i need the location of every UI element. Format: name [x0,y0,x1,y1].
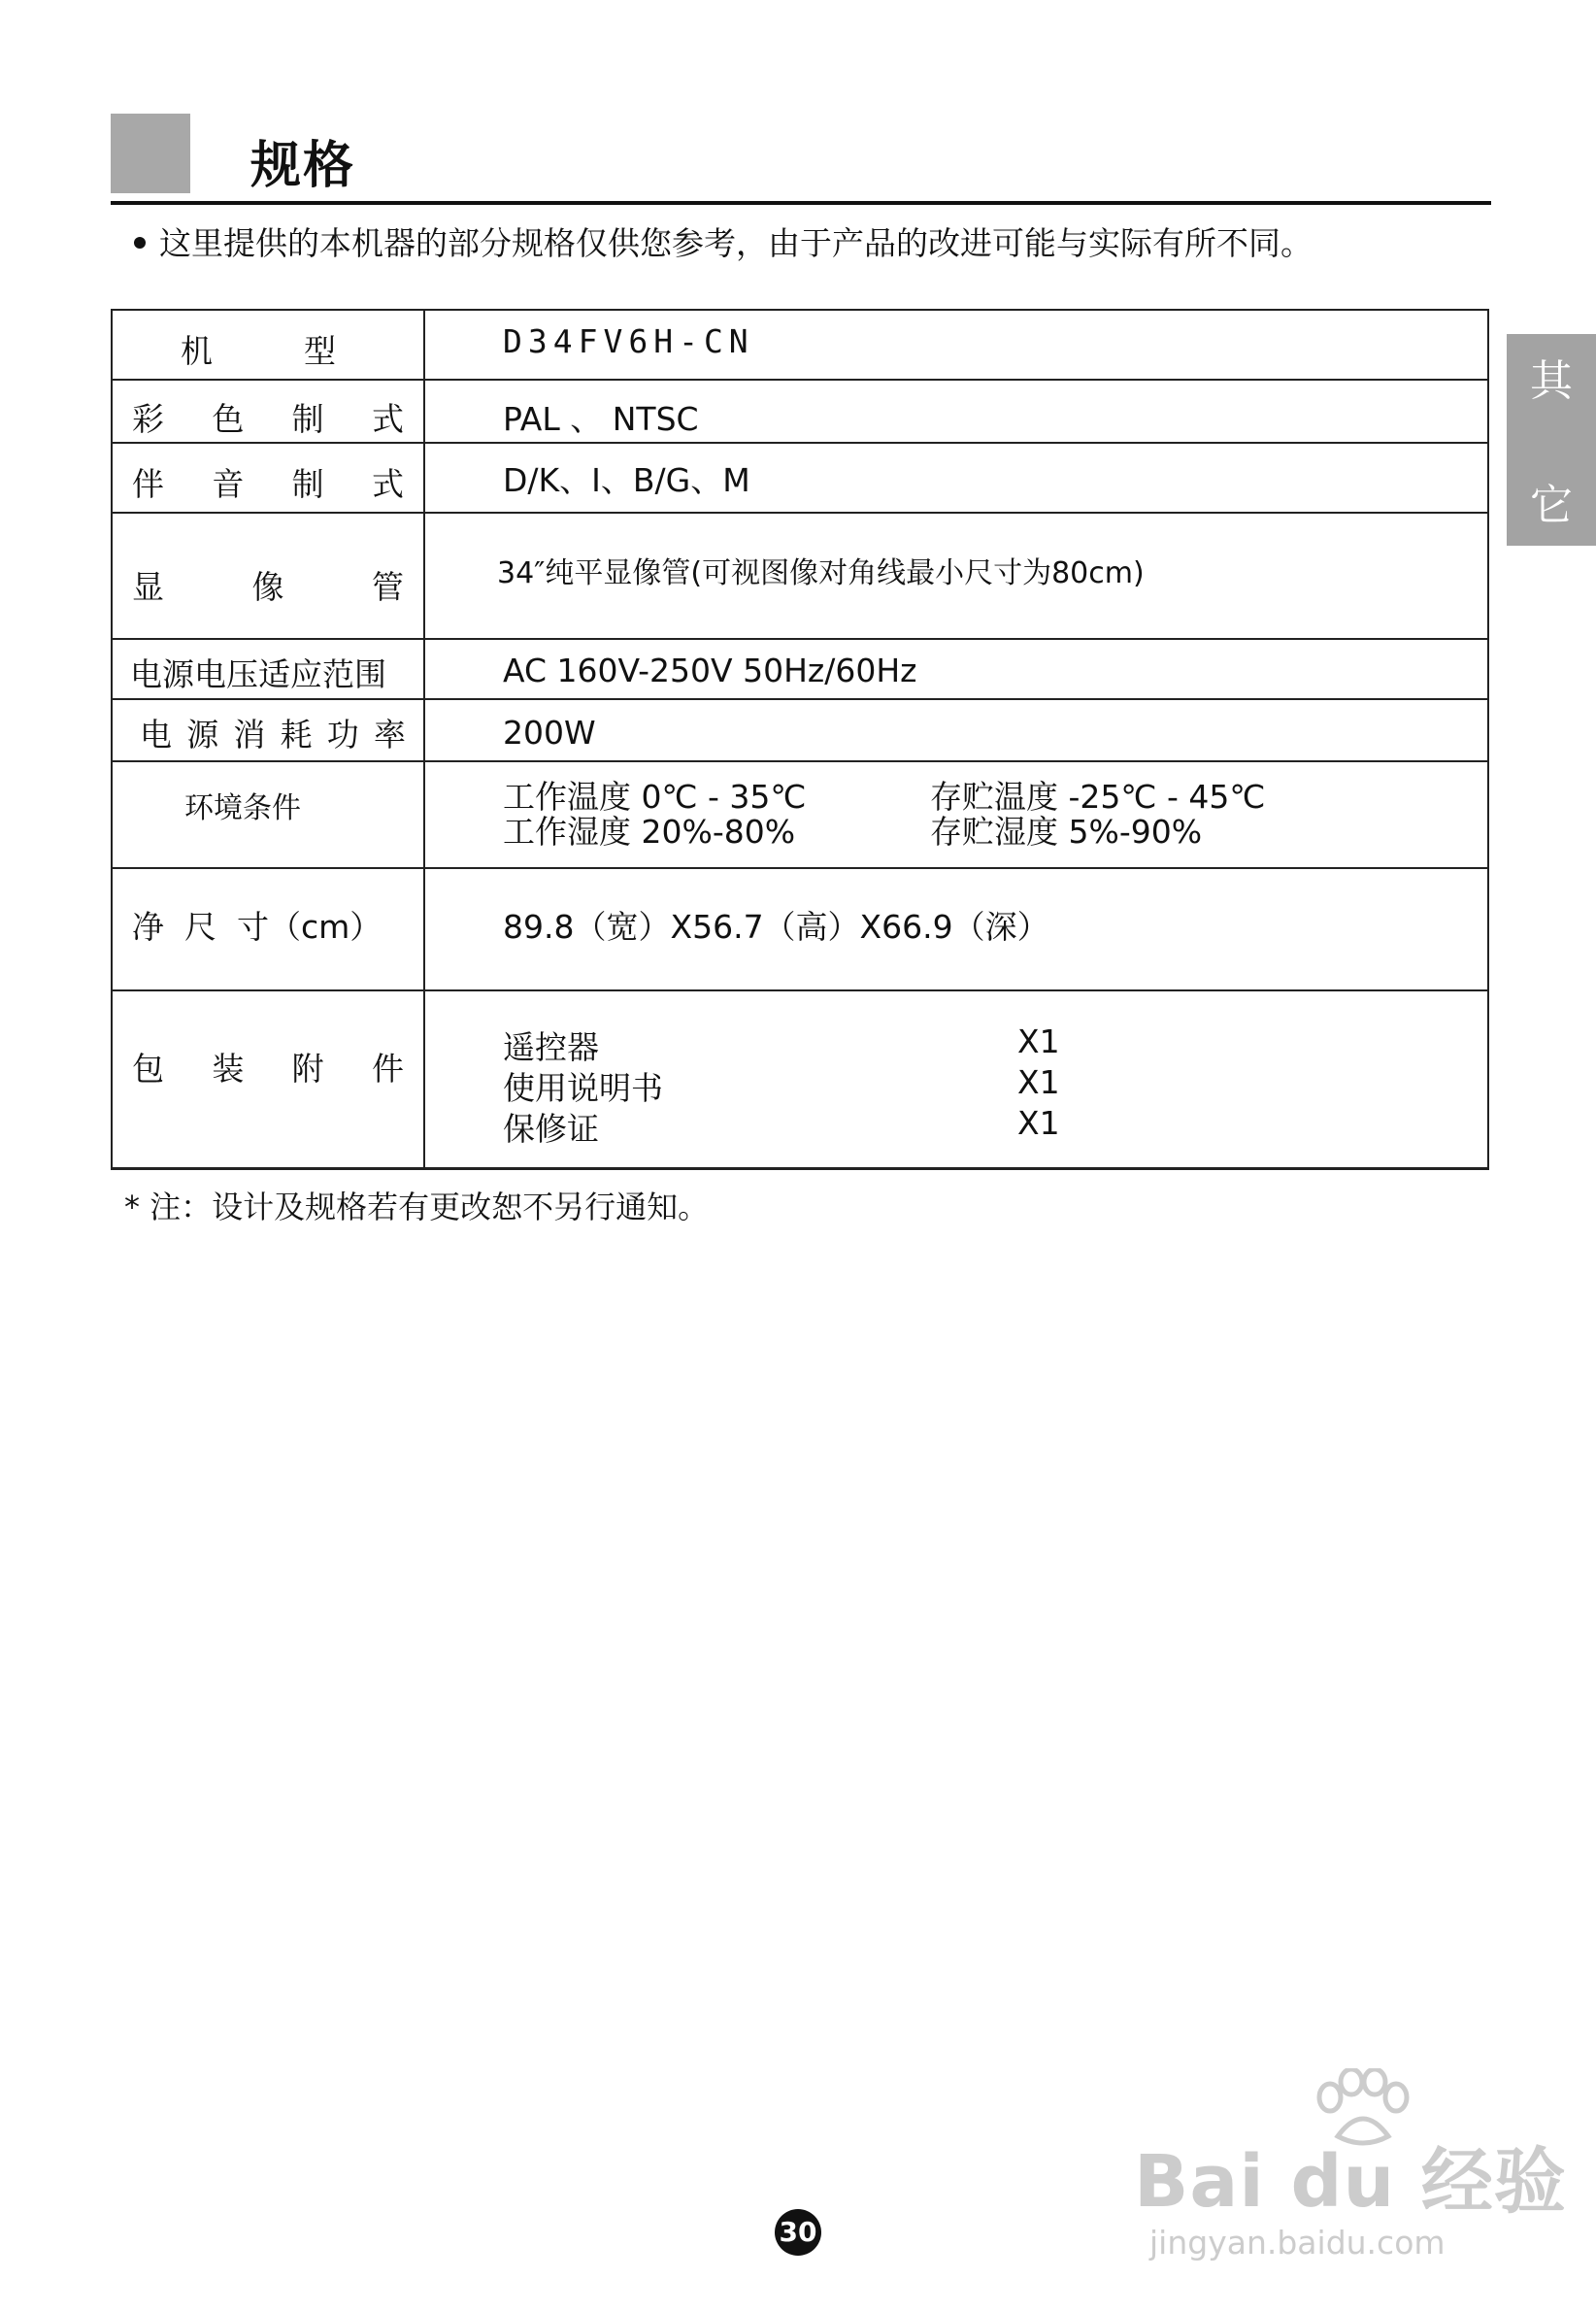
label-char: 制 [291,400,324,438]
accessory-name: 使用说明书 [503,1069,663,1107]
intro-text: 这里提供的本机器的部分规格仅供您参考，由于产品的改进可能与实际有所不同。 [159,224,1313,262]
label-char: 管 [372,568,404,606]
spec-value-model: D34FV6H-CN [503,322,754,360]
label-char: 式 [371,400,404,438]
spec-value-net-size: 89.8（宽）X56.7（高）X66.9（深） [503,908,1049,946]
spec-row-sound-system [112,443,1488,513]
label-char: 型 [304,332,336,370]
spec-label-sound-system [132,459,404,505]
accessory-qty: X1 [1017,1104,1060,1142]
spec-table [111,309,1489,1170]
env-store-temp: 存贮温度 -25℃ - 45℃ [930,778,1266,816]
label-char: 式 [371,465,404,503]
spec-row-color-system [112,380,1488,443]
label-char: 像 [251,568,284,606]
accessory-qty: X1 [1017,1063,1060,1101]
accessory-item [503,1022,1085,1068]
accessory-qty: X1 [1017,1022,1060,1060]
label-char: 音 [212,465,245,503]
header-block [111,114,190,193]
env-line-humidity [503,807,1202,853]
spec-label-accessories [132,1044,404,1089]
spec-label-environment: 环境条件 [184,791,301,825]
label-char: 包 [132,1050,164,1088]
label-char: 附 [291,1050,324,1088]
spec-value-picture-tube: 34″纯平显像管(可视图像对角线最小尺寸为80cm) [497,556,1145,590]
spec-label-power-voltage: 电源电压适应范围 [130,655,386,693]
label-char: 件 [371,1050,404,1088]
label-char: 显 [132,568,164,606]
spec-label-color-system [132,394,404,440]
accessory-item [503,1063,1085,1109]
spec-value-color-system: PAL 、 NTSC [503,400,699,438]
spec-row-power-voltage [112,639,1488,699]
label-char: 消 [233,716,266,754]
label-char: 制 [291,465,324,503]
side-tab-char-1: 其 [1530,356,1573,406]
label-char: 耗 [280,716,313,754]
spec-label-power-consumption [140,710,406,755]
accessory-name: 保修证 [503,1110,599,1148]
watermark-brand: Bai du 经验 [1134,2140,1567,2224]
env-work-temp: 工作温度 0℃ - 35℃ [503,778,807,816]
label-char: 源 [186,716,219,754]
label-char: 率 [373,716,406,754]
spec-row-environment [112,761,1488,868]
spec-row-net-size [112,868,1488,990]
intro-note [134,218,1313,264]
bullet-icon [134,237,146,249]
label-char: 功 [326,716,359,754]
label-char: 色 [212,400,245,438]
label-char: 机 [181,332,213,370]
spec-label-picture-tube [132,562,404,608]
accessory-item [503,1104,1085,1150]
env-work-humidity: 工作湿度 20%-80% [503,813,796,851]
side-tab-char-2: 它 [1530,481,1573,530]
watermark-url: jingyan.baidu.com [1149,2224,1446,2262]
spec-row-power-consumption [112,699,1488,761]
footnote: * 注：设计及规格若有更改恕不另行通知。 [124,1189,710,1225]
section-side-tab [1507,334,1596,546]
spec-value-power-voltage: AC 160V-250V 50Hz/60Hz [503,652,917,689]
label-char: 装 [212,1050,245,1088]
spec-row-picture-tube [112,513,1488,639]
page-title: 规格 [250,137,356,195]
header-divider [111,201,1491,205]
label-char: 彩 [132,400,164,438]
spec-label-net-size: 净 尺 寸（cm） [132,908,382,946]
label-char: 伴 [132,465,164,503]
label-char: 电 [140,716,172,754]
env-store-humidity: 存贮湿度 5%-90% [930,813,1203,851]
spec-value-power-consumption: 200W [503,714,596,752]
accessory-name: 遥控器 [503,1028,599,1066]
spec-label-model [181,326,336,372]
page-number: 30 [775,2209,821,2256]
spec-row-accessories [112,990,1488,1168]
spec-row-model [112,310,1488,380]
spec-value-sound-system: D/K、I、B/G、M [503,461,750,499]
